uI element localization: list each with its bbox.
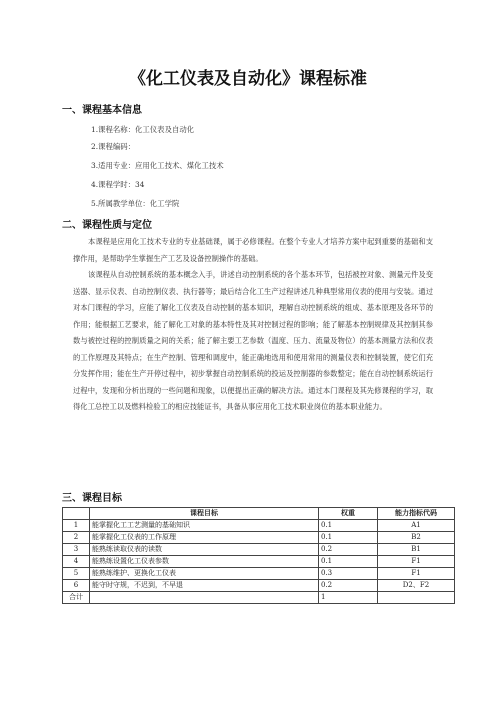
row-code: B1 xyxy=(378,544,455,556)
row-number: 1 xyxy=(63,520,90,532)
table-row xyxy=(63,580,455,592)
row-weight: 0.1 xyxy=(319,532,378,544)
table-row xyxy=(63,568,455,580)
objectives-table xyxy=(62,507,455,604)
section-heading-basic-info: 一、课程基本信息 xyxy=(62,105,142,116)
row-code: A1 xyxy=(378,520,455,532)
row-goal: 能熟练读取仪表的读数 xyxy=(90,544,319,556)
row-number: 6 xyxy=(63,580,90,592)
paragraph-course-nature: 本课程是应用化工技术专业的专业基础课，属于必修课程。在整个专业人才培养方案中起到重要的基础和支撑作用，是帮助学生掌握生产工艺及设备控制操作的基础。 xyxy=(73,237,433,263)
row-weight: 0.2 xyxy=(319,580,378,592)
row-code: F1 xyxy=(378,568,455,580)
row-code: B2 xyxy=(378,532,455,544)
row-number: 3 xyxy=(63,544,90,556)
row-goal: 能熟练维护、更换化工仪表 xyxy=(90,568,319,580)
total-weight: 1 xyxy=(319,592,378,604)
row-code: F1 xyxy=(378,556,455,568)
row-goal: 能守时守规，不迟到，不早退 xyxy=(90,580,319,592)
document-title: 《化工仪表及自动化》课程标准 xyxy=(129,69,367,89)
paragraph-course-content: 该课程从自动控制系统的基本概念入手，讲述自动控制系统的各个基本环节，包括被控对象、测量元件及变送器、显示仪表、自动控制仪表、执行器等；最后结合化工生产过程讲述几种典型常用仪表的使用与安装。通过对本门课程的学习，应能了解化工仪表及自动控制的基本知识，理解自动控制系统的组成、基本原理及各环节的作用；能根据工艺要求，能了解化工对象的基本特性及其对控制过程的影响；能了解基本控制规律及其控制其参数与被控过程的控制质量之间的关系；能了解主要工艺参数（温度、压力、流量及物位）的基本测量方法和仪表的工作原理及其特点；在生产控制、管理和调度中，能正确地选用和使用常用的测量仪表和控制装置，使它们充分发挥作用；能在生产开停过程中，初步掌握自动控制系统的投运及控制器的参数整定；能在自动控制系统运行过程中，发现和分析出现的一些问题和现象，以便提出正确的解决方法。通过本门课程及其先修课程的学习，取得化工总控工以及燃料检验工的相应技能证书，具备从事应用化工技术职业岗位的基本职业能力。 xyxy=(73,270,433,411)
total-label: 合计 xyxy=(63,592,90,604)
table-row xyxy=(63,556,455,568)
table-row xyxy=(63,544,455,556)
section-heading-objectives: 三、课程目标 xyxy=(62,493,122,504)
row-weight: 0.2 xyxy=(319,544,378,556)
info-course-code: 2.课程编码： xyxy=(91,142,136,151)
row-number: 2 xyxy=(63,532,90,544)
row-code: D2、F2 xyxy=(378,580,455,592)
row-weight: 0.3 xyxy=(319,568,378,580)
header-ability-code: 能力指标代码 xyxy=(378,508,455,520)
info-department: 5.所属教学单位：化工学院 xyxy=(91,199,180,208)
row-number: 5 xyxy=(63,568,90,580)
section-heading-nature: 二、课程性质与定位 xyxy=(62,220,152,231)
row-number: 4 xyxy=(63,556,90,568)
row-weight: 0.1 xyxy=(319,556,378,568)
info-hours: 4.课程学时：34 xyxy=(91,180,145,189)
info-course-name: 1.课程名称：化工仪表及自动化 xyxy=(91,125,195,134)
row-goal: 能掌握化工工艺测量的基础知识 xyxy=(90,520,319,532)
header-weight: 权重 xyxy=(319,508,378,520)
header-goal: 课程目标 xyxy=(90,508,319,520)
row-weight: 0.1 xyxy=(319,520,378,532)
row-goal: 能熟练设置化工仪表参数 xyxy=(90,556,319,568)
header-number xyxy=(63,508,90,520)
info-majors: 3.适用专业：应用化工技术、煤化工技术 xyxy=(91,161,224,170)
table-header-row xyxy=(63,508,455,520)
row-goal: 能掌握化工仪表的工作原理 xyxy=(90,532,319,544)
total-code-empty xyxy=(378,592,455,604)
table-row xyxy=(63,532,455,544)
table-row xyxy=(63,520,455,532)
table-total-row xyxy=(63,592,455,604)
total-goal-empty xyxy=(90,592,319,604)
